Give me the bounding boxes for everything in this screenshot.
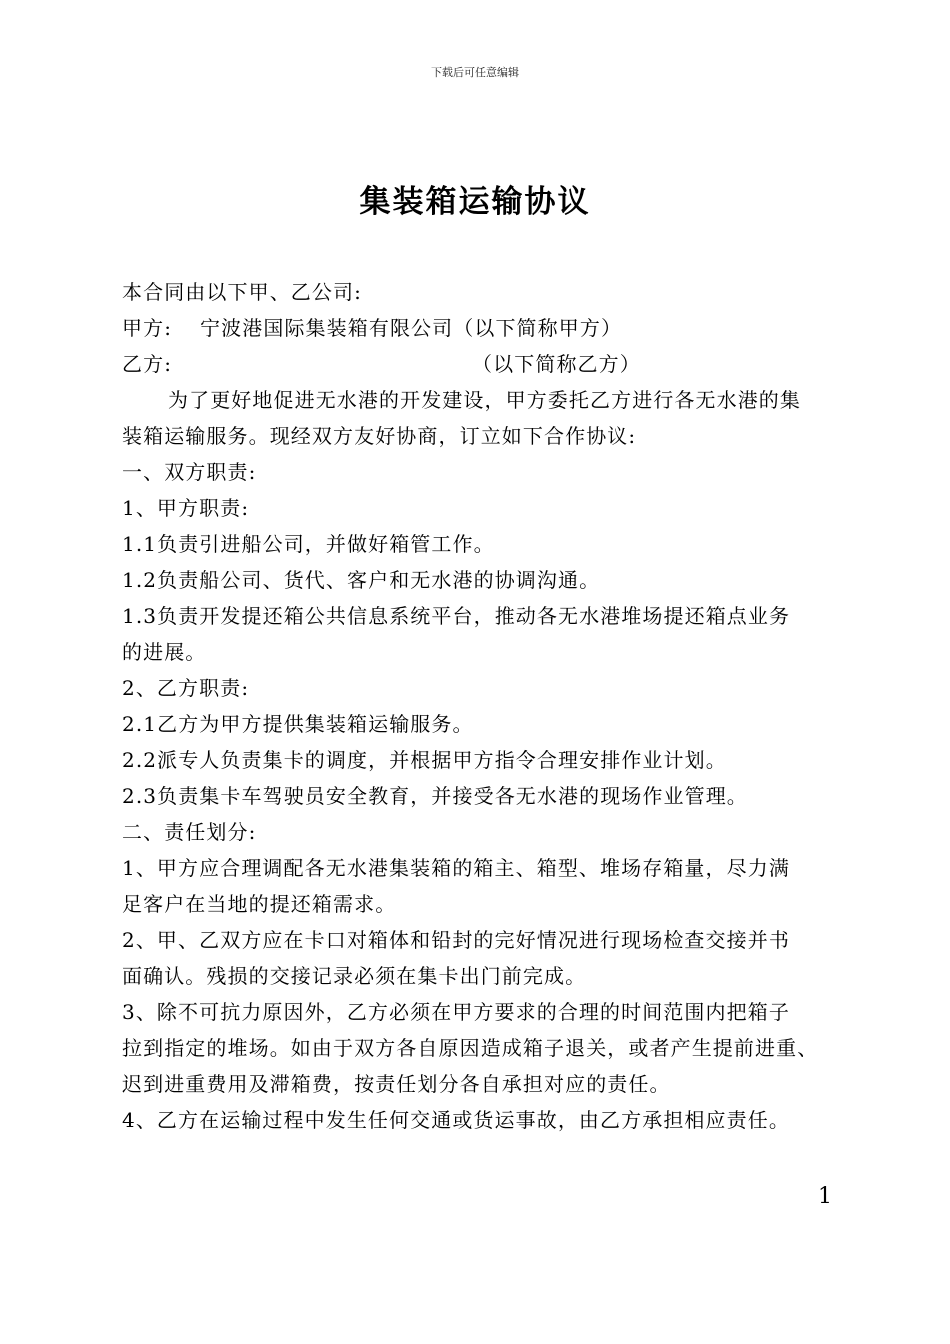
paragraph-line: 2、甲、乙双方应在卡口对箱体和铅封的完好情况进行现场检查交接并书 xyxy=(122,928,790,952)
paragraph-line: 3、除不可抗力原因外，乙方必须在甲方要求的合理的时间范围内把箱子 xyxy=(122,1000,790,1024)
paragraph-line: 的进展。 xyxy=(122,640,207,664)
paragraph-line: 拉到指定的堆场。如由于双方各自原因造成箱子退关，或者产生提前进重、 xyxy=(122,1036,819,1060)
paragraph-line: 2.3负责集卡车驾驶员安全教育，并接受各无水港的现场作业管理。 xyxy=(122,784,748,808)
paragraph-line: 2.2派专人负责集卡的调度，并根据甲方指令合理安排作业计划。 xyxy=(122,748,727,772)
document-title: 集装箱运输协议 xyxy=(359,184,591,220)
paragraph-line: 本合同由以下甲、乙公司: xyxy=(122,280,362,304)
party-b-alias: （以下简称乙方） xyxy=(472,352,641,376)
paragraph-line: 4、乙方在运输过程中发生任何交通或货运事故，由乙方承担相应责任。 xyxy=(122,1108,790,1132)
paragraph-line: 迟到进重费用及滞箱费，按责任划分各自承担对应的责任。 xyxy=(122,1072,671,1096)
page-header: 下载后可任意编辑 xyxy=(431,66,519,79)
subsection-heading: 2、乙方职责: xyxy=(122,676,250,700)
party-a-name: 宁波港国际集装箱有限公司（以下简称甲方） xyxy=(200,316,623,340)
paragraph-line: 为了更好地促进无水港的开发建设，甲方委托乙方进行各无水港的集 xyxy=(168,388,801,412)
section-heading: 二、责任划分: xyxy=(122,820,257,844)
paragraph-line: 2.1乙方为甲方提供集装箱运输服务。 xyxy=(122,712,474,736)
party-b-line xyxy=(122,346,842,382)
paragraph-line: 装箱运输服务。现经双方友好协商，订立如下合作协议: xyxy=(122,424,637,448)
subsection-heading: 1、甲方职责: xyxy=(122,496,250,520)
paragraph-line: 1.1负责引进船公司，并做好箱管工作。 xyxy=(122,532,495,556)
paragraph-line: 1.3负责开发提还箱公共信息系统平台，推动各无水港堆场提还箱点业务 xyxy=(122,604,791,628)
paragraph-line: 足客户在当地的提还箱需求。 xyxy=(122,892,397,916)
paragraph-line: 1.2负责船公司、货代、客户和无水港的协调沟通。 xyxy=(122,568,601,592)
paragraph-line: 面确认。残损的交接记录必须在集卡出门前完成。 xyxy=(122,964,587,988)
section-heading: 一、双方职责: xyxy=(122,460,257,484)
paragraph-line: 1、甲方应合理调配各无水港集装箱的箱主、箱型、堆场存箱量，尽力满 xyxy=(122,856,790,880)
party-a-line xyxy=(122,310,842,346)
document-body xyxy=(122,274,842,1138)
party-b-label: 乙方: xyxy=(122,352,173,376)
page-number: 1 xyxy=(818,1184,832,1209)
party-a-label: 甲方: xyxy=(122,316,173,340)
